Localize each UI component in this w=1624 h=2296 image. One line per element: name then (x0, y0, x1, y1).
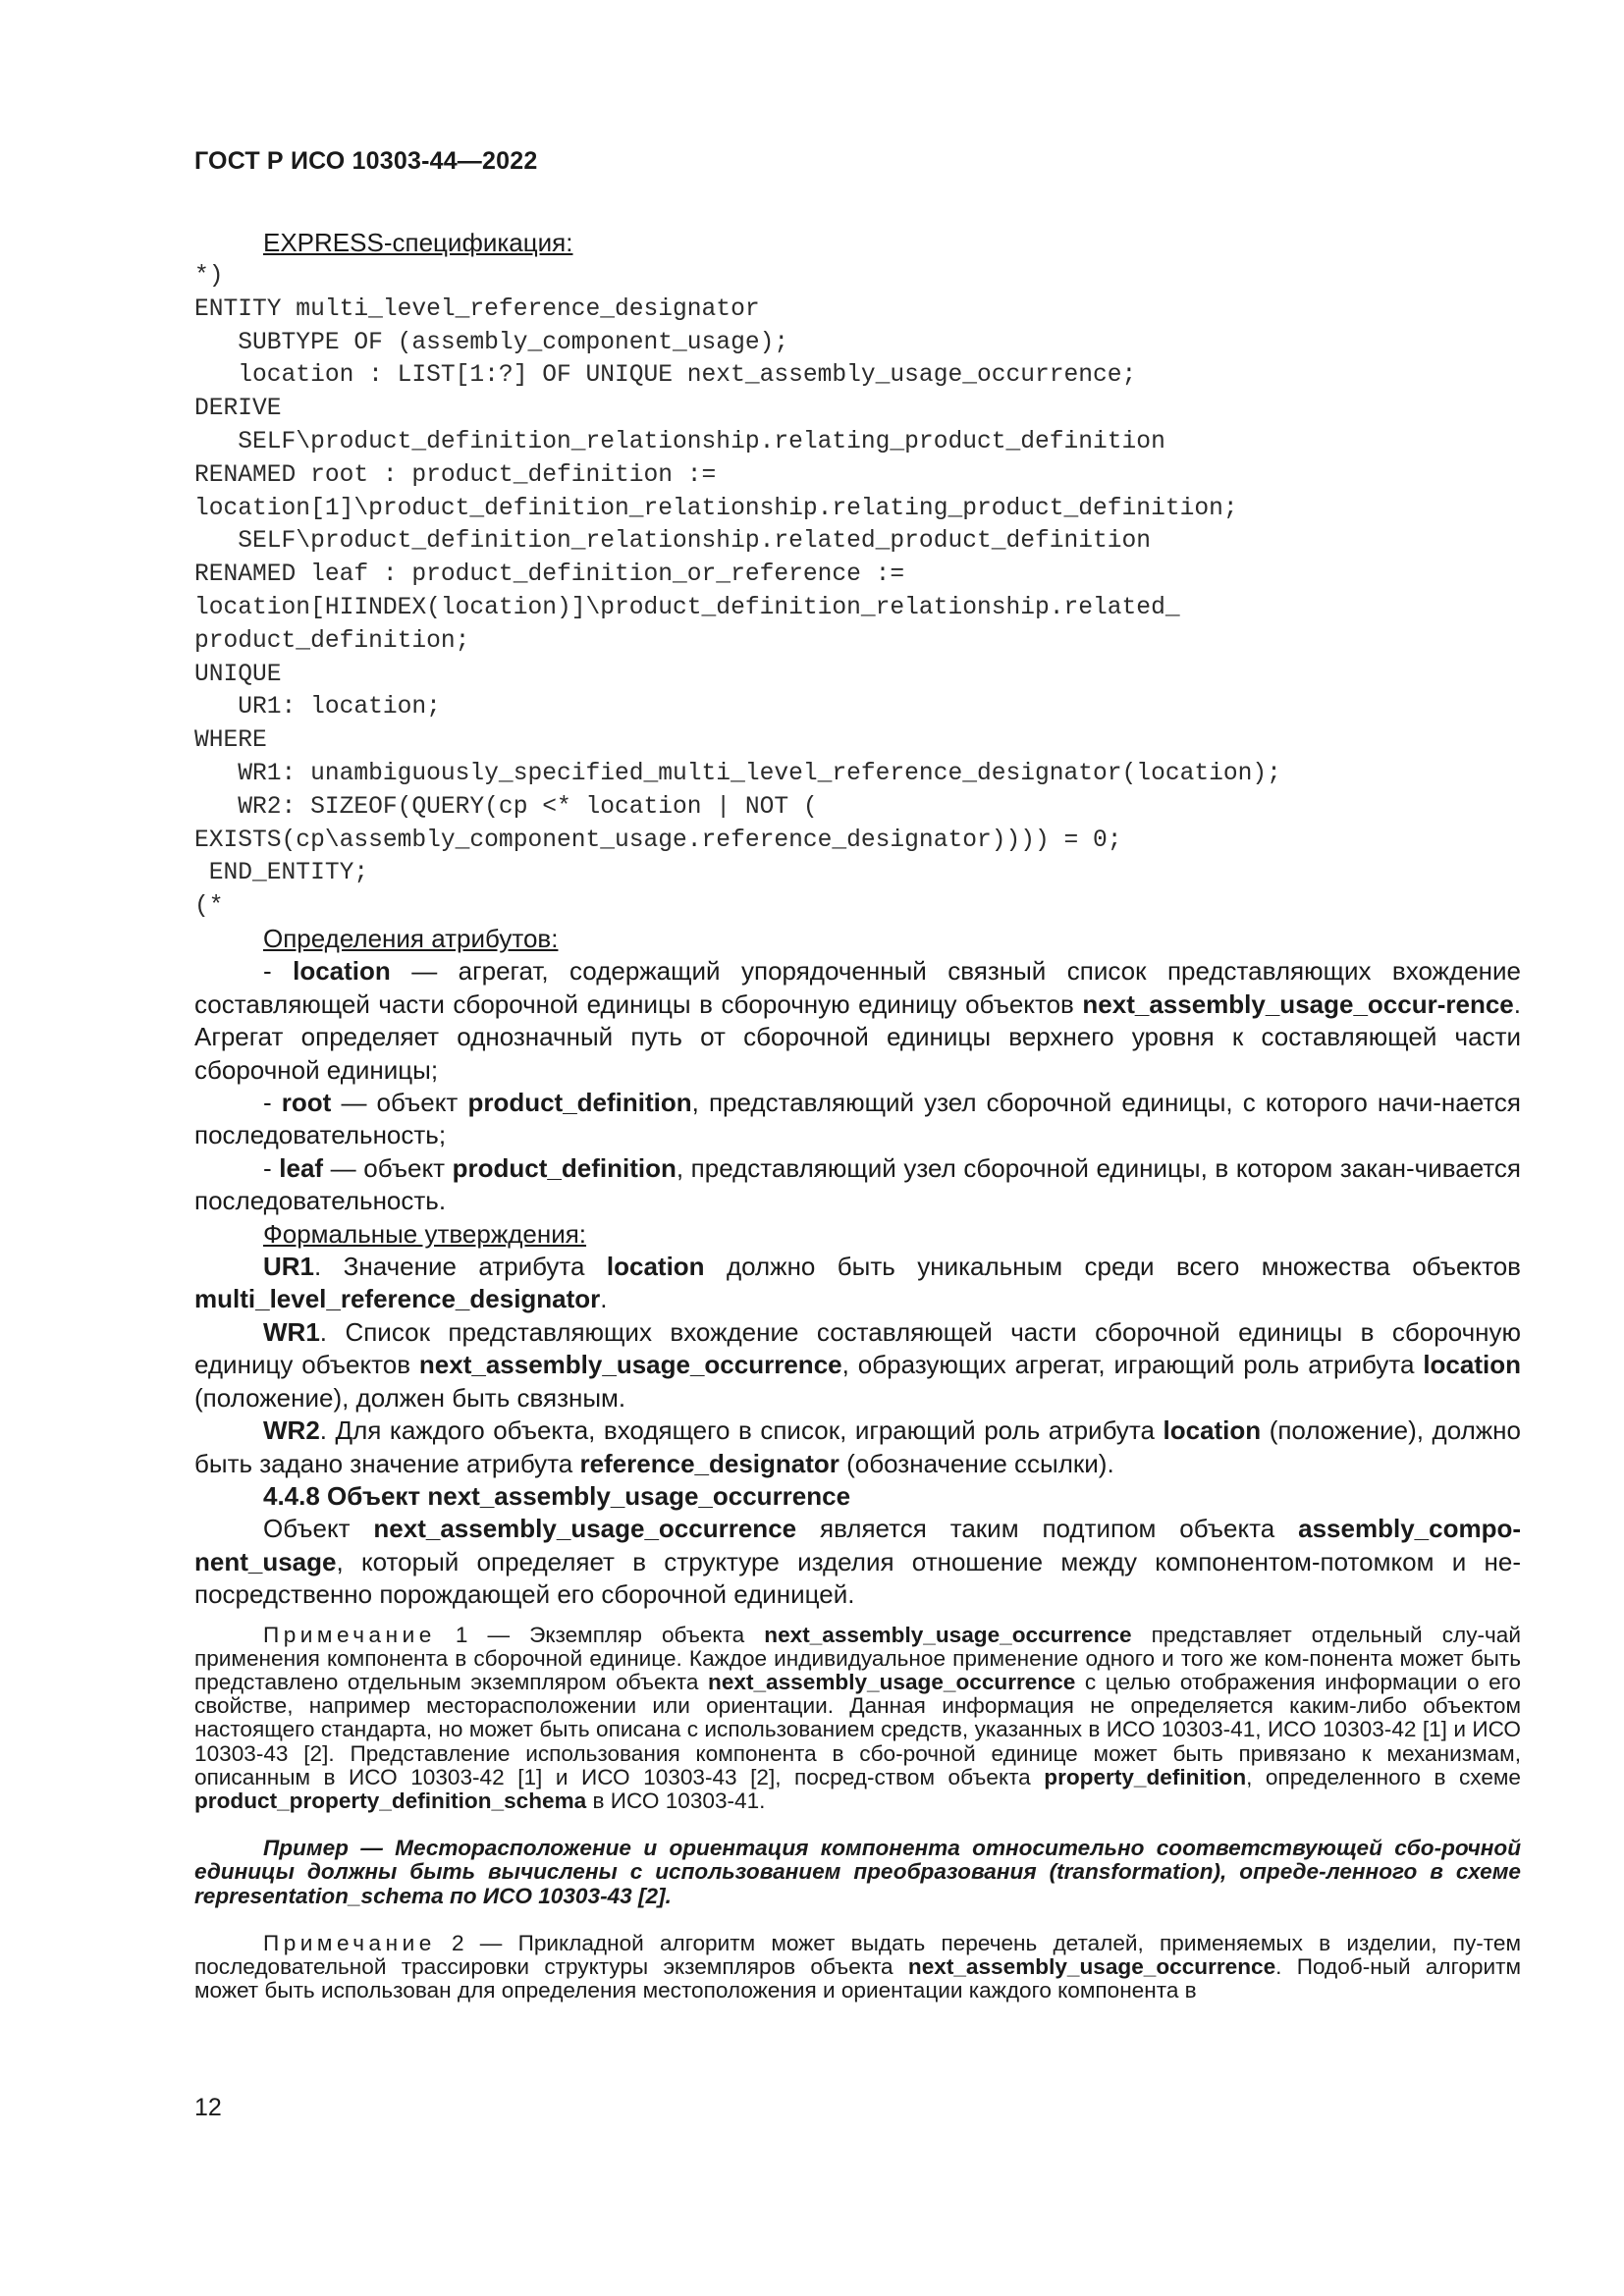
code-line: DERIVE (194, 396, 282, 423)
formal-ur1: UR1. Значение атрибута location должно быть уникальным среди всего множества объектов multi_level_reference_designator. (194, 1252, 1521, 1314)
note-2: Примечание 2 — Прикладной алгоритм может выдать перечень деталей, применяемых в изделии, пу-тем последовательной трассировки структуры экземпляров объекта next_assembly_usage_occurrence. Подоб-ный алгоритм может быть использован для определения местоположения и ориентации каждого компонента в (194, 1930, 1521, 2003)
formal-wr2: WR2. Для каждого объекта, входящего в список, играющий роль атрибута location (положение), должно быть задано значение атрибута reference_designator (обозначение ссылки). (194, 1415, 1521, 1478)
document-header: ГОСТ Р ИСО 10303-44—2022 (194, 147, 538, 175)
attr-defs-heading: Определения атрибутов: (263, 924, 559, 953)
code-line: SELF\product_definition_relationship.related_product_definition (194, 528, 1152, 556)
code-line: WR2: SIZEOF(QUERY(cp <* location | NOT ( (194, 793, 818, 821)
code-line: location[1]\product_definition_relationship.relating_product_definition; (194, 495, 1238, 522)
code-line: UR1: location; (194, 694, 441, 721)
code-line: EXISTS(cp\assembly_component_usage.reference_designator)))) = 0; (194, 827, 1122, 854)
code-line: *) (194, 263, 224, 290)
express-code-block (194, 260, 1281, 924)
attr-def-location: - location — агрегат, содержащий упорядоченный связный список представляющих вхождение составляющей части сборочной единицы в сборочную единицу объектов next_assembly_usage_occur-rence. Агрегат определяет однозначный путь от сборочной единицы верхнего уровня к составляющей части сборочной единицы; (194, 956, 1521, 1085)
code-line: RENAMED leaf : product_definition_or_reference := (194, 561, 905, 589)
body-text (194, 923, 1521, 2002)
example-paragraph: Пример — Месторасположение и ориентация компонента относительно соответствующей сбо-рочной единицы должны быть вычислены с использованием преобразования (transformation), опреде-ленного в схеме representation_schema по ИСО 10303-43 [2]. (194, 1836, 1521, 1908)
attr-def-leaf: - leaf — объект product_definition, представляющий узел сборочной единицы, в котором закан-чивается последовательность. (194, 1152, 1521, 1216)
code-line: WHERE (194, 727, 267, 755)
code-line: location[HIINDEX(location)]\product_definition_relationship.related_ (194, 594, 1180, 621)
section-paragraph: Объект next_assembly_usage_occurrence является таким подтипом объекта assembly_compo-nent_usage, который определяет в структуре изделия отношение между компонентом-потомком и не-посредственно порождающей его сборочной единицей. (194, 1514, 1521, 1610)
code-line: WR1: unambiguously_specified_multi_level_reference_designator(location); (194, 760, 1281, 787)
code-line: location : LIST[1:?] OF UNIQUE next_assembly_usage_occurrence; (194, 362, 1137, 390)
express-spec-title: EXPRESS-спецификация: (263, 228, 573, 257)
formal-heading: Формальные утверждения: (263, 1218, 587, 1249)
formal-wr1: WR1. Список представляющих вхождение составляющей части сборочной единицы в сборочную единицу объектов next_assembly_usage_occurrence, образующих агрегат, играющий роль атрибута location (положение), должен быть связным. (194, 1316, 1521, 1413)
attr-def-root: - root — объект product_definition, представляющий узел сборочной единицы, с которого начи-нается последовательность; (194, 1088, 1521, 1150)
code-line: ENTITY multi_level_reference_designator (194, 295, 760, 323)
code-line: SUBTYPE OF (assembly_component_usage); (194, 329, 789, 356)
code-line: product_definition; (194, 627, 470, 655)
code-line: RENAMED root : product_definition := (194, 461, 717, 489)
code-line: (* (194, 893, 224, 921)
code-line: UNIQUE (194, 661, 282, 688)
code-line: END_ENTITY; (194, 860, 369, 887)
page-number: 12 (194, 2094, 222, 2121)
code-line: SELF\product_definition_relationship.relating_product_definition (194, 428, 1165, 455)
section-heading: 4.4.8 Объект next_assembly_usage_occurrence (263, 1480, 851, 1511)
note-1: Примечание 1 — Экземпляр объекта next_assembly_usage_occurrence представляет отдельный слу-чай применения компонента в сборочной единице. Каждое индивидуальное применение одного и того же ком-понента может быть представлено отдельным экземпляром объекта next_assembly_usage_occurrence с целью отображения информации о его свойстве, например месторасположении или ориентации. Данная информация не определяется каким-либо объектом настоящего стандарта, но может быть описана с использованием средств, указанных в ИСО 10303-41, ИСО 10303-42 [1] и ИСО 10303-43 [2]. Представление использования компонента в сбо-рочной единице может быть привязано к механизмам, описанным в ИСО 10303-42 [1] и ИСО 10303-43 [2], посред-ством объекта property_definition, определенного в схеме product_property_definition_schema в ИСО 10303-41. (194, 1622, 1521, 1813)
